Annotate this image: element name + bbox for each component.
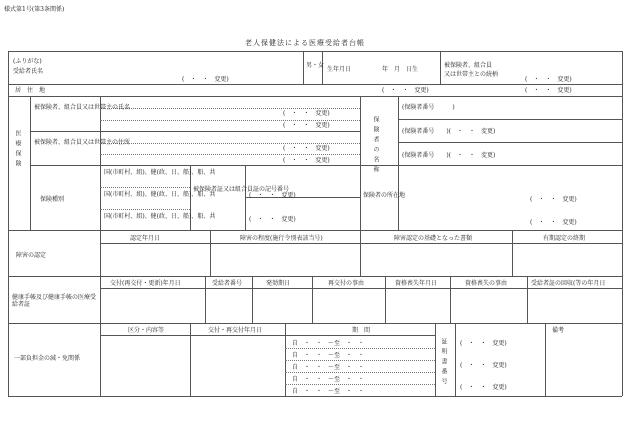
notebook-col-5: 資格喪失年月日: [395, 280, 438, 287]
insurer-no-2: (保険者番号 )( ・ ・ 変更): [402, 128, 496, 135]
relation-change-note: ( ・ ・ 変更): [525, 76, 572, 83]
birth-label: 生年月日: [327, 66, 352, 73]
insured-name-change: ( ・ ・ 変更): [283, 110, 330, 117]
insured-addr-change: ( ・ ・ 変更): [283, 145, 330, 152]
card-number-label: 被保険者証又は組合員証の記号番号: [193, 186, 290, 193]
burden-period-5: 自 ・ ・ 〜至 ・ ・: [292, 388, 365, 395]
burden-period-2: 自 ・ ・ 〜至 ・ ・: [292, 352, 365, 359]
birth-ymd: 年 月 日生: [382, 66, 419, 73]
insured-address-label: 被保険者、組合員又は世帯主の住所: [34, 139, 131, 146]
burden-period-4: 自 ・ ・ 〜至 ・ ・: [292, 376, 365, 383]
insurer-addr-change-1: ( ・ ・ 変更): [530, 196, 577, 203]
burden-change-1: ( ・ ・ 変更): [460, 340, 507, 347]
form-number: 様式第1号(第3条関係): [4, 6, 65, 13]
disability-date-header: 認定年月日: [130, 235, 161, 242]
notebook-col-2: 受給者番号: [212, 280, 243, 287]
sex-label: 男・女: [306, 62, 325, 69]
category-option-3: 国(市町村、組)、健(政、日、船)、船、共: [104, 213, 216, 220]
notebook-col-1: 交付(再交付・更新)年月日: [110, 280, 181, 287]
burden-col-1: 区分・内容等: [128, 327, 165, 334]
address-change-note: ( ・ ・ 変更): [382, 87, 429, 94]
furigana-label: (ふりがな): [13, 58, 42, 65]
category-option-2: 国(市町村、組)、健(政、日、船)、船、共: [104, 191, 216, 198]
card-change-2: ( ・ ・ 変更): [249, 216, 296, 223]
burden-change-3: ( ・ ・ 変更): [460, 384, 507, 391]
name-change-note: ( ・ ・ 変更): [182, 76, 229, 83]
category-option-1: 国(市町村、組)、健(政、日、船)、船、共: [104, 169, 216, 176]
burden-label: 一部負担金の減・免関係: [14, 355, 81, 362]
insurer-no-1: (保険者番号 ): [402, 104, 455, 111]
relation-label-1: 被保険者、組合員: [444, 62, 493, 69]
medical-insurance-label: 医療保険: [14, 130, 21, 170]
burden-col-4: 証明書番号: [440, 338, 447, 388]
insurer-no-3: (保険者番号 )( ・ ・ 変更): [402, 152, 496, 159]
burden-change-2: ( ・ ・ 変更): [460, 362, 507, 369]
burden-col-5: 備考: [552, 327, 565, 334]
disability-label: 障害の認定: [16, 252, 47, 259]
insured-name-label: 被保険者、組合員又は世帯主の氏名: [34, 104, 131, 111]
recipient-name-label: 受給者氏名: [13, 68, 44, 75]
insurance-category-label: 保険種別: [40, 196, 65, 203]
insured-name-change-2: ( ・ ・ 変更): [283, 122, 330, 129]
address-change-note-2: ( ・ ・ 変更): [525, 87, 572, 94]
notebook-label: 健康手帳及び健康手帳の医療受給者証: [12, 294, 97, 308]
notebook-col-3: 発効期日: [266, 280, 291, 287]
burden-col-3: 期 間: [352, 327, 371, 334]
disability-basis-header: 障害認定の基礎となった書類: [394, 235, 473, 242]
insurer-addr-change-2: ( ・ ・ 変更): [530, 219, 577, 226]
card-change-1: ( ・ ・ 変更): [249, 192, 296, 199]
notebook-col-4: 再交付の事由: [328, 280, 365, 287]
insurer-name-label: 保険者の名称: [372, 116, 379, 176]
disability-degree-header: 障害の程度(施行令別表該当号): [240, 235, 323, 242]
notebook-col-7: 受給者証の回収(等の年月日: [531, 280, 606, 287]
disability-term-header: 有期認定の終期: [543, 235, 586, 242]
burden-period-1: 自 ・ ・ 〜至 ・ ・: [292, 340, 365, 347]
insurer-address-label: 保険者の所在地: [363, 192, 406, 199]
burden-col-2: 交付・再交付年月日: [208, 327, 263, 334]
burden-period-3: 自 ・ ・ 〜至 ・ ・: [292, 364, 365, 371]
page-title: 老人保健法による医療受給者台帳: [245, 39, 365, 47]
address-label: 居 住 地: [15, 87, 46, 94]
insured-addr-change-2: ( ・ ・ 変更): [283, 157, 330, 164]
relation-label-2: 又は世帯主との続柄: [444, 71, 499, 78]
notebook-col-6: 資格喪失の事由: [465, 280, 508, 287]
